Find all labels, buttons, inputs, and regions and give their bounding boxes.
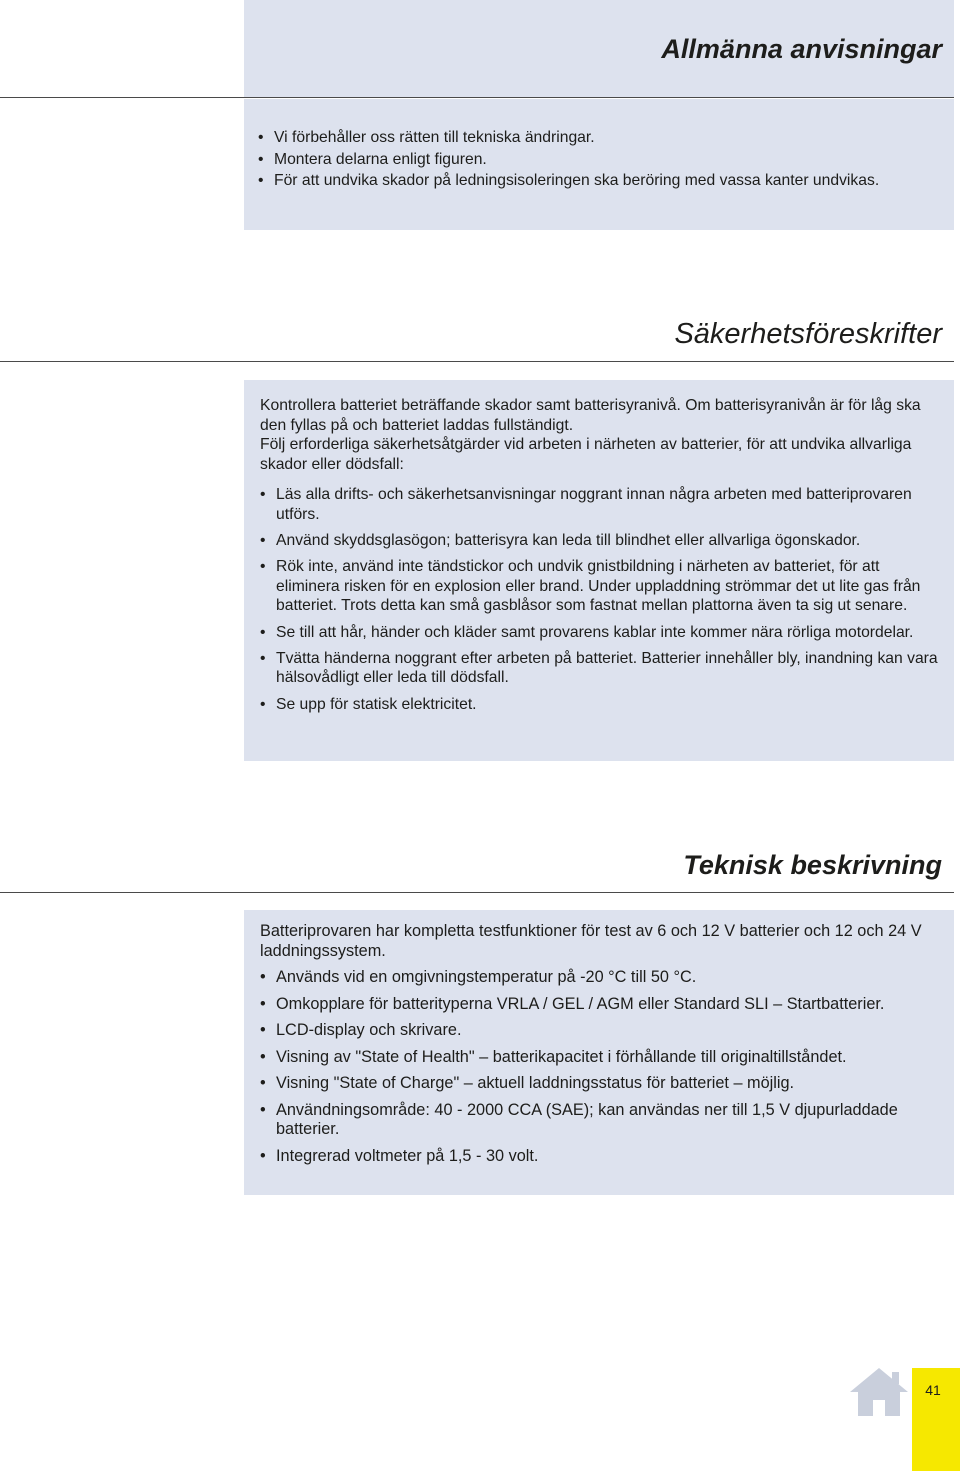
home-icon[interactable]: [848, 1366, 910, 1418]
section-divider-general: [0, 97, 954, 98]
section-divider-safety: [0, 361, 954, 362]
safety-content: [260, 396, 940, 721]
list-item: • Läs alla drifts- och säkerhetsanvisningar noggrant innan några arbeten med batteriprovaren utförs.: [260, 485, 940, 524]
safety-bullet-list: [260, 485, 940, 715]
list-item: • Tvätta händerna noggrant efter arbeten på batteriet. Batterier innehåller bly, inandning kan vara hälsovådligt eller leda till dödsfall.: [260, 649, 940, 688]
technical-intro: Batteriprovaren har kompletta testfunktioner för test av 6 och 12 V batterier och 12 och 24 V laddningssystem.: [260, 922, 922, 960]
general-content: [258, 128, 938, 193]
page-number: 41: [925, 1382, 941, 1398]
safety-intro-2: Följ erforderliga säkerhetsåtgärder vid arbeten i närheten av batterier, för att undvika allvarliga skador eller dödsfall:: [260, 436, 912, 474]
section-title-technical: Teknisk beskrivning: [683, 850, 942, 880]
section-title-general: Allmänna anvisningar: [661, 34, 942, 64]
list-item: • Rök inte, använd inte tändstickor och undvik gnistbildning i närheten av batteriet, för att eliminera risken för en explosion eller brand. Under uppladdning strömmar det ut lite gas från batteriet. Trots detta kan små gasblåsor som fastnat mellan plattorna även ta sig ut senare.: [260, 557, 940, 616]
list-item: • Omkopplare för batterityperna VRLA / GEL / AGM eller Standard SLI – Startbatterier.: [260, 995, 940, 1015]
list-item: • Se upp för statisk elektricitet.: [260, 695, 940, 715]
list-item: • Se till att hår, händer och kläder samt provarens kablar inte kommer nära rörliga motordelar.: [260, 623, 940, 643]
list-item: • För att undvika skador på ledningsisoleringen ska beröring med vassa kanter undvikas.: [258, 171, 938, 191]
technical-content: [260, 922, 940, 1173]
list-item: • Använd skyddsglasögon; batterisyra kan leda till blindhet eller allvarliga ögonskador.: [260, 531, 940, 551]
list-item: • Användningsområde: 40 - 2000 CCA (SAE); kan användas ner till 1,5 V djupurladdade batterier.: [260, 1101, 940, 1140]
list-item: • Integrerad voltmeter på 1,5 - 30 volt.: [260, 1147, 940, 1167]
list-item: • Används vid en omgivningstemperatur på -20 °C till 50 °C.: [260, 968, 940, 988]
list-item: • Vi förbehåller oss rätten till tekniska ändringar.: [258, 128, 938, 148]
section-divider-technical: [0, 892, 954, 893]
list-item: • Visning av "State of Health" – batterikapacitet i förhållande till originaltillståndet.: [260, 1048, 940, 1068]
safety-intro-1: Kontrollera batteriet beträffande skador samt batterisyranivå. Om batterisyranivån är för låg ska den fyllas på och batteriet laddas fullständigt.: [260, 397, 921, 434]
general-bullet-list: [258, 128, 938, 191]
list-item: • LCD-display och skrivare.: [260, 1021, 940, 1041]
technical-bullet-list: [260, 968, 940, 1166]
list-item: • Montera delarna enligt figuren.: [258, 150, 938, 170]
list-item: • Visning "State of Charge" – aktuell laddningsstatus för batteriet – möjlig.: [260, 1074, 940, 1094]
section-title-safety: Säkerhetsföreskrifter: [674, 318, 942, 350]
